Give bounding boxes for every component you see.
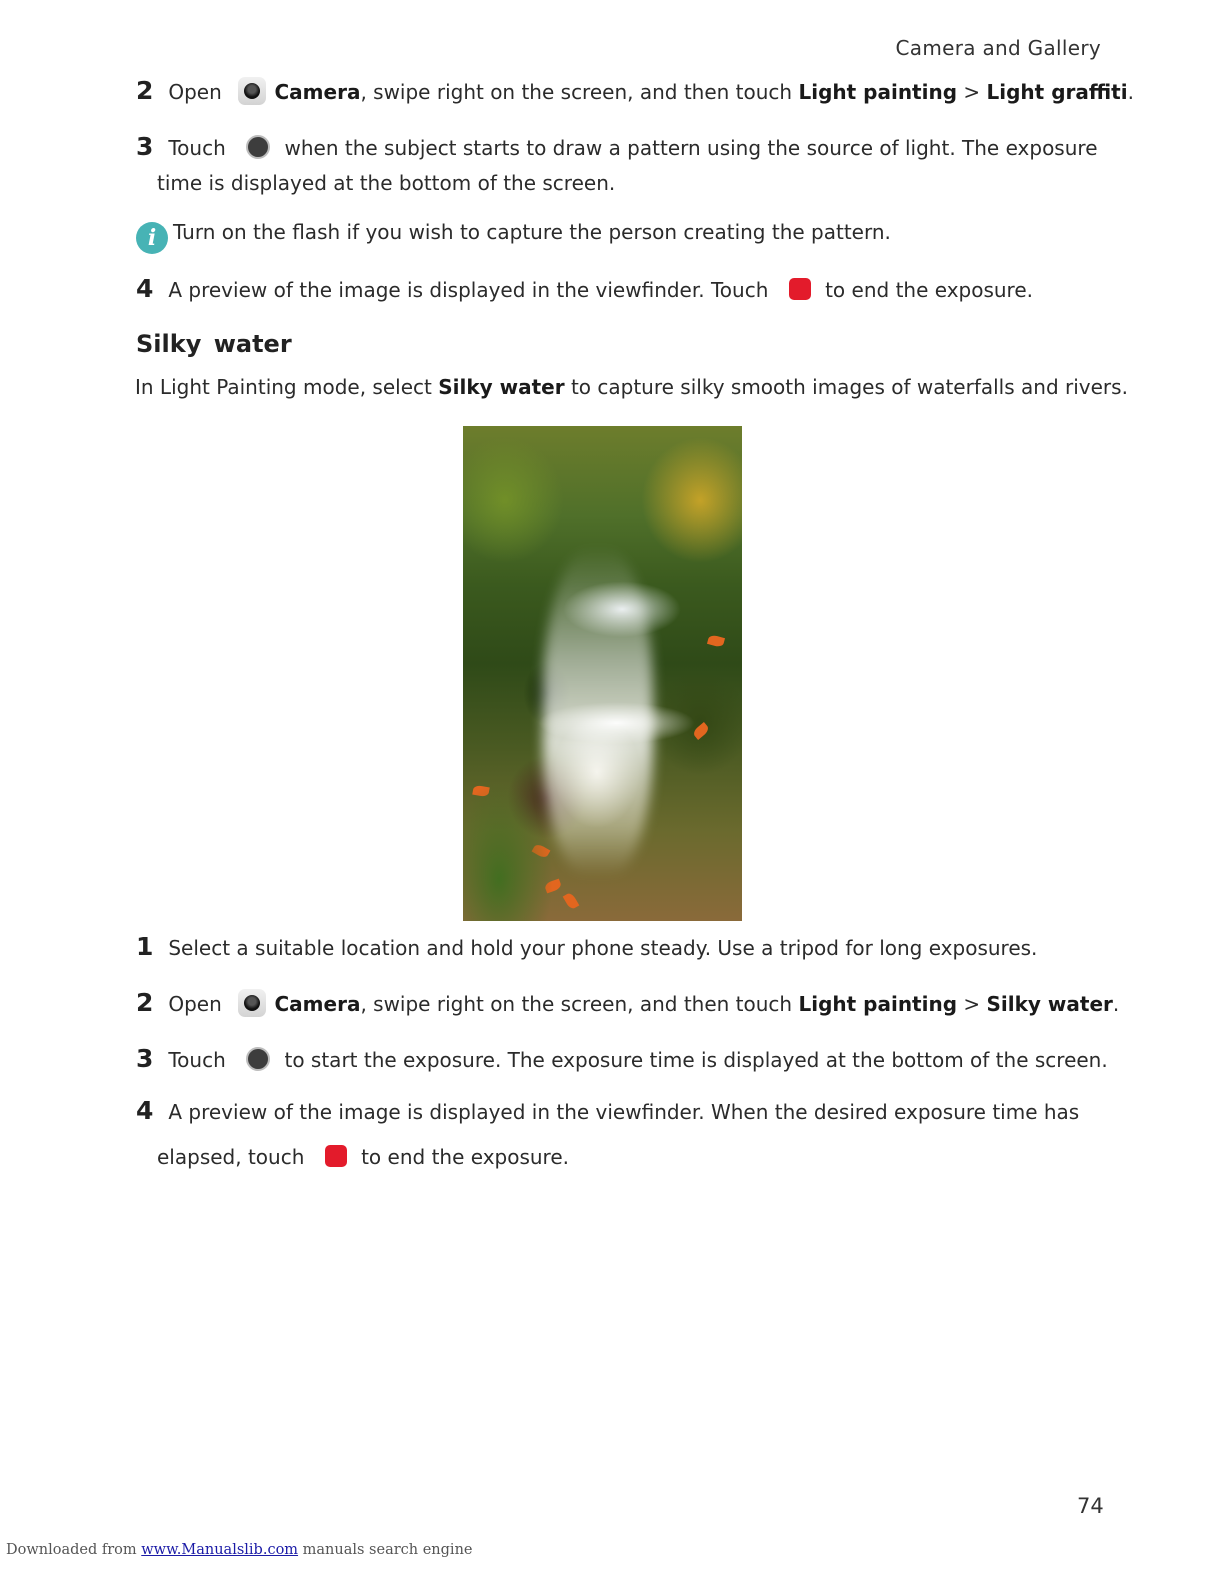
footer-text: Downloaded from [6, 1542, 142, 1558]
step-number: 4 [136, 274, 154, 303]
footer-text: manuals search engine [298, 1542, 473, 1558]
waterfall-photo [463, 426, 742, 921]
leaf-decoration [563, 892, 580, 911]
step-text: Open [168, 80, 222, 104]
step-number: 3 [136, 1044, 154, 1073]
menu-light-painting: Light painting [798, 80, 958, 104]
menu-silky-water: Silky water [986, 992, 1113, 1016]
menu-separator: > [957, 80, 987, 104]
silky-step-4 [136, 1097, 1079, 1126]
step-text: Touch [168, 1048, 226, 1072]
stop-button-icon [325, 1145, 347, 1167]
silky-step-2 [136, 989, 1119, 1018]
step-number: 1 [136, 932, 154, 961]
note [136, 218, 891, 254]
step-3-light-graffiti [136, 133, 1098, 162]
step-text: , swipe right on the screen, and then touch [360, 992, 799, 1016]
camera-label: Camera [274, 992, 361, 1016]
step-text: to start the exposure. The exposure time is displayed at the bottom of the screen. [284, 1048, 1108, 1072]
camera-app-icon [238, 989, 266, 1017]
menu-light-graffiti: Light graffiti [986, 80, 1128, 104]
step-number: 2 [136, 76, 154, 105]
intro-text: to capture silky smooth images of waterfalls and rivers. [564, 375, 1128, 399]
punctuation: . [1112, 992, 1120, 1016]
silky-step-1 [136, 933, 1037, 962]
step-text: A preview of the image is displayed in the viewfinder. When the desired exposure time has [168, 1100, 1080, 1124]
step-text: to end the exposure. [825, 278, 1034, 302]
step-text: Select a suitable location and hold your phone steady. Use a tripod for long exposures. [168, 936, 1038, 960]
menu-separator: > [957, 992, 987, 1016]
info-icon: i [136, 222, 168, 254]
menu-light-painting: Light painting [798, 992, 958, 1016]
silky-step-4-continuation [157, 1143, 569, 1171]
step-text: , swipe right on the screen, and then touch [360, 80, 799, 104]
page-section-title: Camera and Gallery [895, 36, 1101, 60]
shutter-button-icon [246, 135, 270, 159]
step-text: Open [168, 992, 222, 1016]
step-2-light-graffiti [136, 77, 1134, 106]
step-text: when the subject starts to draw a pattern using the source of light. The exposure [284, 136, 1098, 160]
camera-label: Camera [274, 80, 361, 104]
camera-app-icon [238, 77, 266, 105]
leaf-decoration [472, 785, 489, 798]
step-4-light-graffiti [136, 275, 1033, 304]
leaf-decoration [532, 843, 551, 860]
footer [6, 1542, 473, 1558]
leaf-decoration [692, 722, 711, 740]
note-text: Turn on the flash if you wish to capture the person creating the pattern. [173, 220, 891, 244]
step-text: Touch [168, 136, 226, 160]
step-3-continuation: time is displayed at the bottom of the screen. [157, 171, 616, 195]
silky-step-3 [136, 1045, 1108, 1074]
step-text: elapsed, touch [157, 1145, 305, 1169]
leaf-decoration [544, 879, 562, 894]
intro-text: In Light Painting mode, select [135, 375, 439, 399]
section-heading-silky-water: Silky water [136, 330, 292, 358]
punctuation: . [1127, 80, 1134, 104]
page-number: 74 [1077, 1494, 1104, 1518]
silky-water-intro [135, 373, 1128, 401]
leaf-decoration [707, 634, 725, 648]
step-number: 2 [136, 988, 154, 1017]
step-number: 4 [136, 1096, 154, 1125]
shutter-button-icon [246, 1047, 270, 1071]
step-text: to end the exposure. [361, 1145, 570, 1169]
stop-button-icon [789, 278, 811, 300]
intro-bold: Silky water [438, 375, 565, 399]
step-text: A preview of the image is displayed in the viewfinder. Touch [168, 278, 769, 302]
step-number: 3 [136, 132, 154, 161]
manualslib-link[interactable]: www.Manualslib.com [141, 1542, 299, 1558]
